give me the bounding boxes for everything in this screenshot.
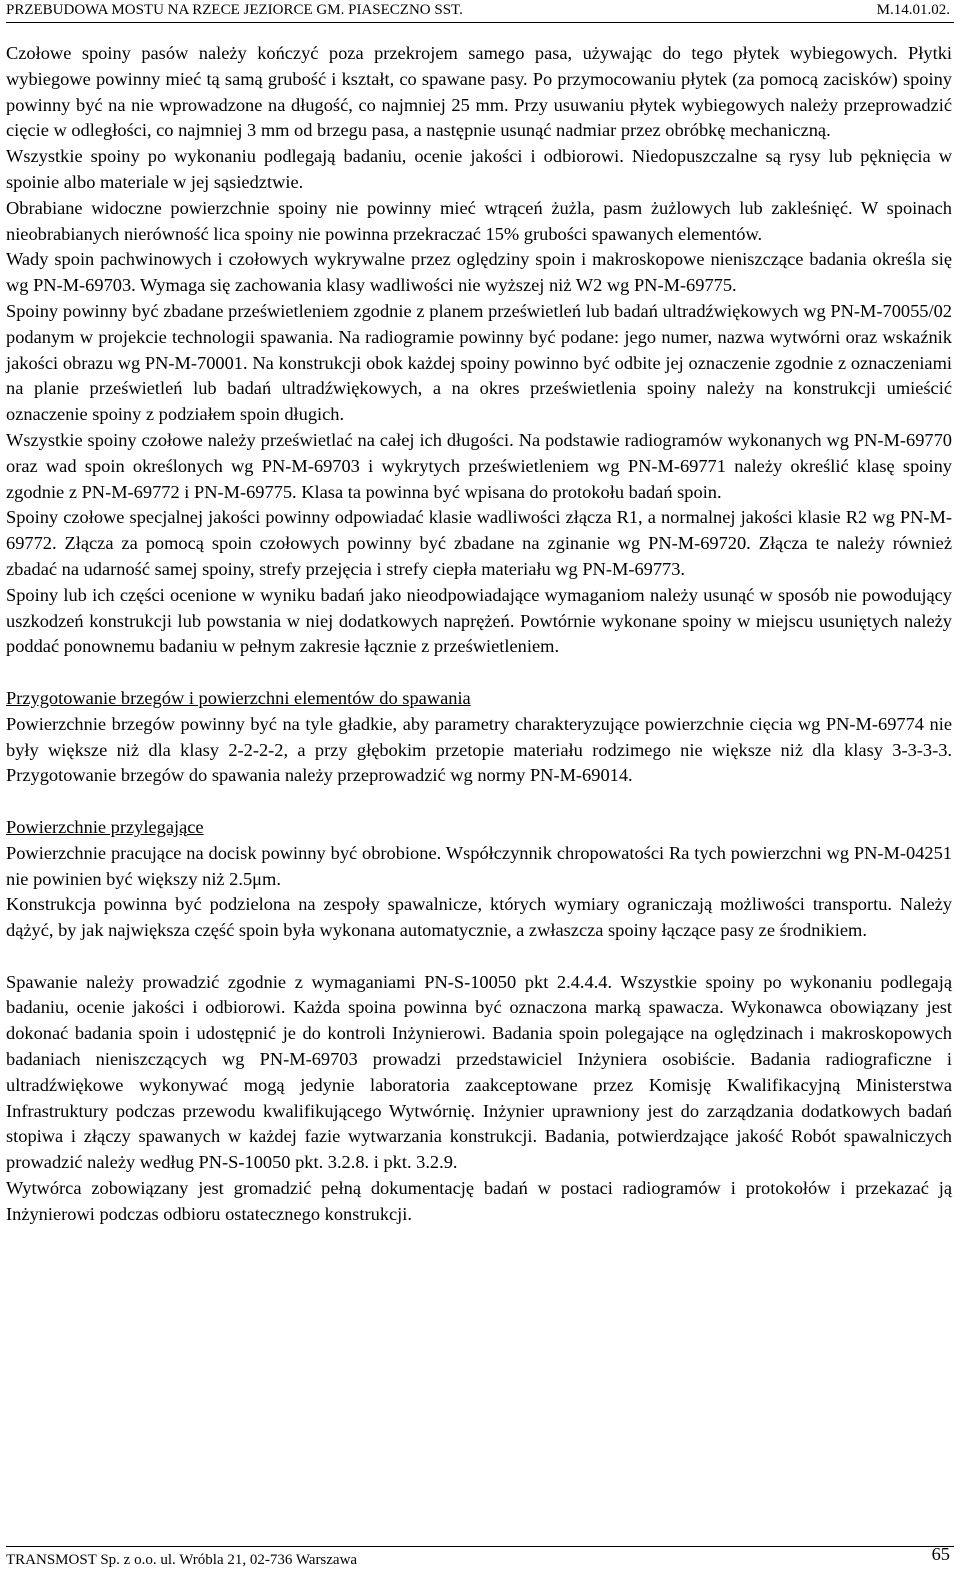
paragraph: Wytwórca zobowiązany jest gromadzić pełną dokumentację badań w postaci radiogramów i protokołów i przekazać ją Inżynierowi podczas odbioru ostatecznego konstrukcji.	[6, 1178, 952, 1224]
section-heading-edges: Przygotowanie brzegów i powierzchni elementów do spawania	[6, 687, 471, 708]
section-heading-adjacent: Powierzchnie przylegające	[6, 816, 204, 837]
page-number: 65	[931, 1544, 950, 1564]
paragraph: Obrabiane widoczne powierzchnie spoiny nie powinny mieć wtrąceń żużla, pasm żużlowych lub zakleśnięć. W spoinach nieobrabianych nierówność lica spoiny nie powinna przekraczać 15% grubości spawanych elementów.	[6, 197, 952, 244]
spec-code: M.14.01.02.	[876, 2, 950, 18]
page-header	[6, 0, 954, 23]
document-body	[6, 41, 952, 1228]
paragraph: Spoiny powinny być zbadane prześwietleniem zgodnie z planem prześwietleń lub badań ultradźwiękowych wg PN-M-70055/02 podanym w projekcie technologii spawania. Na radiogramie powinny być podane: jego numer, nazwa wytwórni oraz wskaźnik jakości obrazu wg PN-M-70001. Na konstrukcji obok każdej spoiny powinno być odbite jej oznaczenie zgodnie z oznaczeniami na planie prześwietleń lub badań ultradźwiękowych, a na okres prześwietlenia spoiny należy na konstrukcji umieścić oznaczenie spoiny z podziałem spoin długich.	[6, 300, 952, 425]
paragraph: Wszystkie spoiny czołowe należy prześwietlać na całej ich długości. Na podstawie radiogramów wykonanych wg PN-M-69770 oraz wad spoin określonych wg PN-M-69703 i wykrytych prześwietleniem wg PN-M-69771 należy określić klasę spoiny zgodnie z PN-M-69772 i PN-M-69775. Klasa ta powinna być wpisana do protokołu badań spoin.	[6, 429, 952, 502]
page-footer	[6, 1546, 954, 1571]
company-address: TRANSMOST Sp. z o.o. ul. Wróbla 21, 02-736 Warszawa	[6, 1552, 358, 1568]
paragraph: Spoiny czołowe specjalnej jakości powinny odpowiadać klasie wadliwości złącza R1, a normalnej jakości klasie R2 wg PN-M-69772. Złącza za pomocą spoin czołowych powinny być zbadane na zginanie wg PN-M-69720. Złącza te należy również zbadać na udarność samej spoiny, strefy przejęcia i strefy ciepła materiału wg PN-M-69773.	[6, 507, 952, 579]
paragraph: Wszystkie spoiny po wykonaniu podlegają badaniu, ocenie jakości i odbiorowi. Niedopuszczalne są rysy lub pęknięcia w spoinie albo materiale w jej sąsiedztwie.	[6, 146, 952, 192]
paragraph: Powierzchnie brzegów powinny być na tyle gładkie, aby parametry charakteryzujące powierzchnie cięcia wg PN-M-69774 nie były większe niż dla klasy 2-2-2-2, a przy głębokim przetopie materiału rodzimego nie większe niż dla klasy 3-3-3-3. Przygotowanie brzegów do spawania należy przeprowadzić wg normy PN-M-69014.	[6, 713, 952, 786]
paragraph: Wady spoin pachwinowych i czołowych wykrywalne przez oględziny spoin i makroskopowe nieniszczące badania określa się wg PN-M-69703. Wymaga się zachowania klasy wadliwości nie wyższej niż W2 wg PN-M-69775.	[6, 249, 952, 296]
document-title: PRZEBUDOWA MOSTU NA RZECE JEZIORCE GM. PIASECZNO SST.	[6, 2, 463, 18]
paragraph: Konstrukcja powinna być podzielona na zespoły spawalnicze, których wymiary ograniczają możliwości transportu. Należy dążyć, by jak największa część spoin była wykonana automatycznie, a zwłaszcza spoiny łączące pasy ze środnikiem.	[6, 894, 952, 941]
paragraph: Powierzchnie pracujące na docisk powinny być obrobione. Współczynnik chropowatości Ra tych powierzchni wg PN-M-04251 nie powinien być większy niż 2.5μm.	[6, 842, 952, 889]
paragraph: Czołowe spoiny pasów należy kończyć poza przekrojem samego pasa, używając do tego płytek wybiegowych. Płytki wybiegowe powinny mieć tą samą grubość i kształt, co spawane pasy. Po przymocowaniu płytek (za pomocą zacisków) spoiny powinny być na nie wprowadzone na długość, co najmniej 25 mm. Przy usuwaniu płytek wybiegowych należy przeprowadzić cięcie w odległości, co najmniej 3 mm od brzegu pasa, a następnie usunąć nadmiar przez obróbkę mechaniczną.	[6, 43, 952, 141]
paragraph: Spawanie należy prowadzić zgodnie z wymaganiami PN-S-10050 pkt 2.4.4.4. Wszystkie spoiny po wykonaniu podlegają badaniu, ocenie jakości i odbiorowi. Każda spoina powinna być oznaczona marką spawacza. Wykonawca obowiązany jest dokonać badania spoin i udostępnić je do kontroli Inżynierowi. Badania spoin polegające na oględzinach i makroskopowych badaniach nieniszczących wg PN-M-69703 prowadzi przedstawiciel Inżyniera osobiście. Badania radiograficzne i ultradźwiękowe wykonywać mogą jedynie laboratoria zaakceptowane przez Komisję Kwalifikacyjną Ministerstwa Infrastruktury podczas przewodu kwalifikującego Wytwórnię. Inżynier uprawniony jest do zarządzania dodatkowych badań stopiwa i złączy spawanych w każdej fazie wytwarzania konstrukcji. Badania, potwierdzające jakość Robót spawalniczych prowadzić należy według PN-S-10050 pkt. 3.2.8. i pkt. 3.2.9.	[6, 971, 952, 1173]
paragraph: Spoiny lub ich części ocenione w wyniku badań jako nieodpowiadające wymaganiom należy usunąć w sposób nie powodujący uszkodzeń konstrukcji lub powstania w niej dodatkowych naprężeń. Powtórnie wykonane spoiny w miejscu usuniętych należy poddać ponownemu badaniu w pełnym zakresie łącznie z prześwietleniem.	[6, 584, 952, 657]
